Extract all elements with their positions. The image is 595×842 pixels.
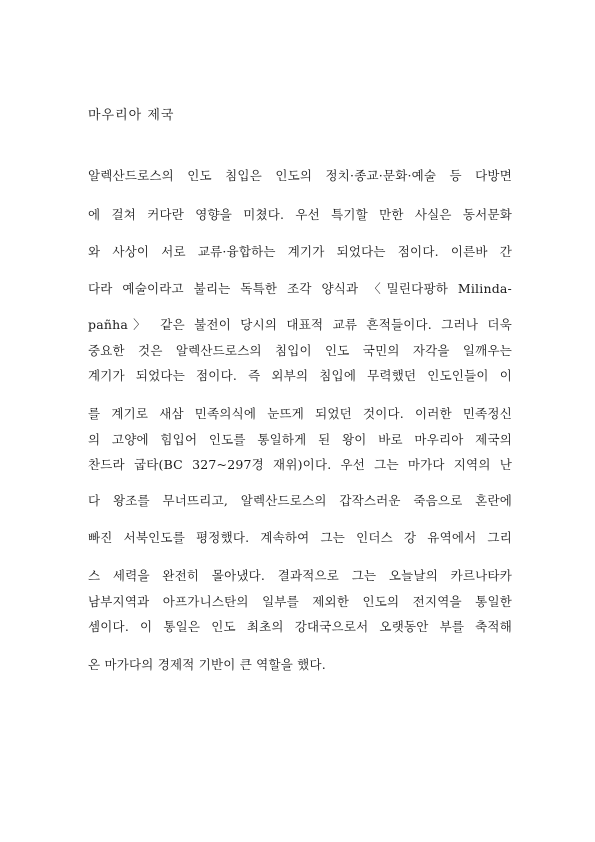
body-line: 에 걸쳐 커다란 영향을 미쳤다. 우선 특기할 만한 사실은 동서문화 bbox=[88, 207, 512, 222]
body-line: 계기가 되었다는 점이다. 즉 외부의 침입에 무력했던 인도인들이 이 bbox=[88, 368, 512, 383]
body-line: 다 왕조를 무너뜨리고, 알렉산드로스의 갑작스러운 죽음으로 혼란에 bbox=[88, 493, 512, 508]
body-line: 알렉산드로스의 인도 침입은 인도의 정치·종교·문화·예술 등 다방면 bbox=[88, 168, 512, 183]
body-line: pañha〉 같은 불전이 당시의 대표적 교류 흔적들이다. 그러나 더욱 bbox=[88, 317, 512, 332]
section-heading: 마우리아 제국 bbox=[88, 108, 175, 123]
body-line: 와 사상이 서로 교류·융합하는 계기가 되었다는 점이다. 이른바 간 bbox=[88, 244, 512, 259]
body-line: 남부지역과 아프가니스탄의 일부를 제외한 인도의 전지역을 통일한 bbox=[88, 594, 512, 609]
body-line: 스 세력을 완전히 몰아냈다. 결과적으로 그는 오늘날의 카르나타카 bbox=[88, 568, 512, 583]
body-line: 찬드라 굽타(BC 327~297경 재위)이다. 우선 그는 마가다 지역의 난 bbox=[88, 457, 512, 472]
body-line: 의 고양에 힘입어 인도를 통일하게 된 왕이 바로 마우리아 제국의 bbox=[88, 432, 512, 447]
body-line: 온 마가다의 경제적 기반이 큰 역할을 했다. bbox=[88, 657, 326, 672]
body-line: 를 계기로 새삼 민족의식에 눈뜨게 되었던 것이다. 이러한 민족정신 bbox=[88, 406, 512, 421]
body-line: 다라 예술이라고 불리는 독특한 조각 양식과 〈밀린다팡하 Milinda- bbox=[88, 281, 512, 296]
body-line: 셈이다. 이 통일은 인도 최초의 강대국으로서 오랫동안 부를 축적해 bbox=[88, 619, 512, 634]
body-line: 빠진 서북인도를 평정했다. 계속하여 그는 인더스 강 유역에서 그리 bbox=[88, 530, 512, 545]
body-line: 중요한 것은 알렉산드로스의 침입이 인도 국민의 자각을 일깨우는 bbox=[88, 343, 512, 358]
